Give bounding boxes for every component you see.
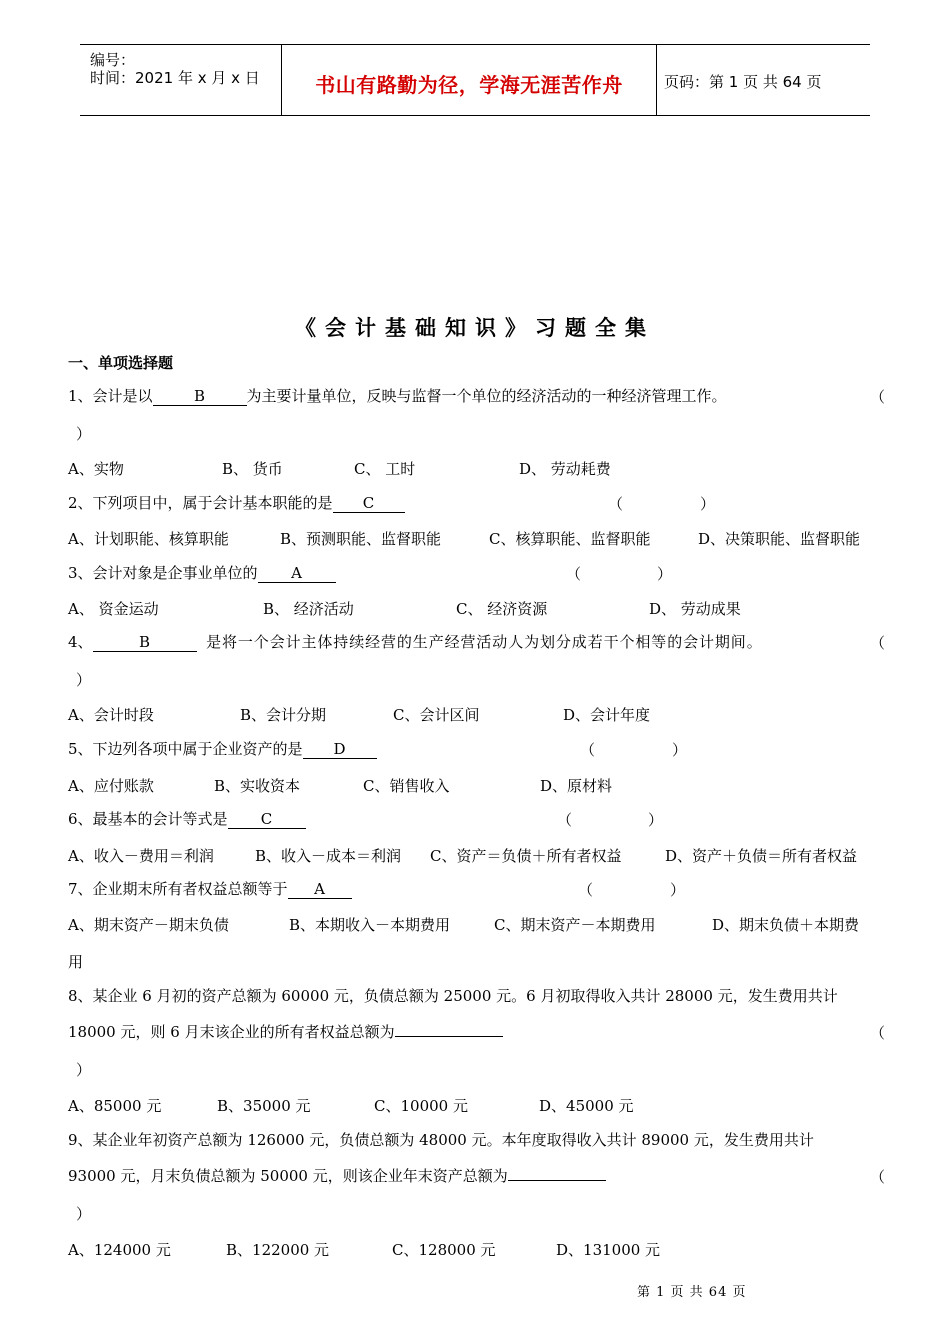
paren-close: ） bbox=[700, 495, 716, 513]
option-c: C、128000 元 bbox=[392, 1241, 496, 1259]
question-text: 为主要计量单位，反映与监督一个单位的经济活动的一种经济管理工作。 bbox=[246, 387, 727, 405]
option-b: B、会计分期 bbox=[240, 706, 327, 724]
paren-close: ） bbox=[76, 671, 92, 689]
question-text: 5、下边列各项中属于企业资产的是 bbox=[68, 740, 303, 758]
option-c: C、销售收入 bbox=[363, 777, 450, 795]
answer-blank: D bbox=[303, 740, 377, 759]
paren-open: （ bbox=[557, 811, 573, 829]
answer-blank: B bbox=[93, 633, 197, 652]
page-header bbox=[80, 44, 870, 116]
answer-blank: A bbox=[288, 880, 352, 899]
option-d: D、资产＋负债＝所有者权益 bbox=[665, 847, 858, 865]
question-text: 4、 bbox=[68, 633, 93, 651]
paren-close: ） bbox=[76, 425, 92, 443]
option-a: A、会计时段 bbox=[68, 706, 154, 724]
answer-blank bbox=[508, 1180, 606, 1181]
question-text: 18000 元，则 6 月末该企业的所有者权益总额为 bbox=[68, 1023, 395, 1041]
question-4 bbox=[68, 632, 763, 652]
option-d: D、期末负债＋本期费 bbox=[712, 916, 860, 934]
answer-blank: B bbox=[153, 387, 247, 406]
option-d: D、原材料 bbox=[540, 777, 613, 795]
question-8 bbox=[68, 986, 838, 1006]
section-heading: 一、单项选择题 bbox=[68, 354, 174, 372]
paren-close: ） bbox=[670, 881, 686, 899]
option-d: D、131000 元 bbox=[556, 1241, 661, 1259]
option-a: A、 资金运动 bbox=[68, 600, 159, 618]
header-page-info: 页码：第 1 页 共 64 页 bbox=[664, 73, 822, 91]
option-d: D、45000 元 bbox=[539, 1097, 634, 1115]
option-a: A、期末资产－期末负债 bbox=[68, 916, 229, 934]
option-b: B、收入－成本＝利润 bbox=[255, 847, 402, 865]
option-c: C、 经济资源 bbox=[456, 600, 548, 618]
answer-blank: A bbox=[258, 564, 336, 583]
answer-blank bbox=[395, 1036, 503, 1037]
paren-close: ） bbox=[76, 1205, 92, 1223]
option-c: C、核算职能、监督职能 bbox=[489, 530, 651, 548]
option-b: B、实收资本 bbox=[214, 777, 301, 795]
paren-close: ） bbox=[76, 1061, 92, 1079]
option-c: C、 工时 bbox=[354, 460, 416, 478]
option-b: B、122000 元 bbox=[226, 1241, 330, 1259]
header-info-cell bbox=[80, 45, 281, 115]
option-a: A、应付账款 bbox=[68, 777, 154, 795]
header-page-cell bbox=[656, 45, 870, 115]
question-2 bbox=[68, 493, 405, 513]
option-a: A、124000 元 bbox=[68, 1241, 171, 1259]
paren-open: （ bbox=[566, 565, 582, 583]
question-text: 1、会计是以 bbox=[68, 387, 153, 405]
document-title: 《会计基础知识》习题全集 bbox=[295, 315, 655, 340]
option-d: D、会计年度 bbox=[563, 706, 651, 724]
paren-close: ） bbox=[672, 741, 688, 759]
option-a: A、收入－费用＝利润 bbox=[68, 847, 214, 865]
header-motto: 书山有路勤为径，学海无涯苦作舟 bbox=[315, 73, 623, 97]
option-c: C、期末资产－本期费用 bbox=[494, 916, 656, 934]
question-5 bbox=[68, 739, 377, 759]
paren-open: （ bbox=[870, 388, 886, 406]
option-b: B、预测职能、监督职能 bbox=[280, 530, 442, 548]
option-d-wrap: 用 bbox=[68, 953, 84, 971]
question-3 bbox=[68, 563, 336, 583]
option-a: A、85000 元 bbox=[68, 1097, 162, 1115]
doc-time-label: 时间：2021 年 x 月 x 日 bbox=[90, 69, 260, 87]
paren-open: （ bbox=[608, 495, 624, 513]
question-text: 7、企业期末所有者权益总额等于 bbox=[68, 880, 288, 898]
answer-blank: C bbox=[333, 494, 405, 513]
answer-blank: C bbox=[228, 810, 306, 829]
question-1 bbox=[68, 386, 727, 406]
page-footer: 第 1 页 共 64 页 bbox=[637, 1285, 747, 1300]
option-c: C、会计区间 bbox=[393, 706, 480, 724]
doc-code-label: 编号： bbox=[90, 51, 136, 69]
paren-open: （ bbox=[578, 881, 594, 899]
option-b: B、35000 元 bbox=[217, 1097, 311, 1115]
question-7 bbox=[68, 879, 352, 899]
question-text: 9、某企业年初资产总额为 126000 元，负债总额为 48000 元。本年度取得收入共计 89000 元，发生费用共计 bbox=[68, 1131, 814, 1149]
question-9 bbox=[68, 1130, 814, 1150]
question-6 bbox=[68, 809, 306, 829]
option-c: C、10000 元 bbox=[374, 1097, 468, 1115]
question-text: 8、某企业 6 月初的资产总额为 60000 元，负债总额为 25000 元。6 月初取得收入共计 28000 元，发生费用共计 bbox=[68, 987, 838, 1005]
option-a: A、实物 bbox=[68, 460, 124, 478]
option-d: D、 劳动耗费 bbox=[519, 460, 611, 478]
paren-close: ） bbox=[657, 565, 673, 583]
paren-open: （ bbox=[870, 634, 886, 652]
header-motto-cell bbox=[281, 45, 657, 115]
option-a: A、计划职能、核算职能 bbox=[68, 530, 229, 548]
question-text: 93000 元，月末负债总额为 50000 元，则该企业年末资产总额为 bbox=[68, 1167, 508, 1185]
question-9-cont bbox=[68, 1166, 606, 1186]
option-d: D、决策职能、监督职能 bbox=[698, 530, 861, 548]
question-text: 3、会计对象是企事业单位的 bbox=[68, 564, 258, 582]
option-d: D、 劳动成果 bbox=[649, 600, 741, 618]
option-b: B、 经济活动 bbox=[263, 600, 354, 618]
question-text: 是将一个会计主体持续经营的生产经营活动人为划分成若干个相等的会计期间。 bbox=[206, 633, 763, 651]
paren-open: （ bbox=[870, 1024, 886, 1042]
question-text: 2、下列项目中，属于会计基本职能的是 bbox=[68, 494, 333, 512]
paren-close: ） bbox=[648, 811, 664, 829]
option-b: B、 货币 bbox=[222, 460, 283, 478]
question-8-cont bbox=[68, 1022, 503, 1042]
paren-open: （ bbox=[580, 741, 596, 759]
option-b: B、本期收入－本期费用 bbox=[289, 916, 451, 934]
paren-open: （ bbox=[870, 1168, 886, 1186]
question-text: 6、最基本的会计等式是 bbox=[68, 810, 228, 828]
option-c: C、资产＝负债＋所有者权益 bbox=[430, 847, 622, 865]
